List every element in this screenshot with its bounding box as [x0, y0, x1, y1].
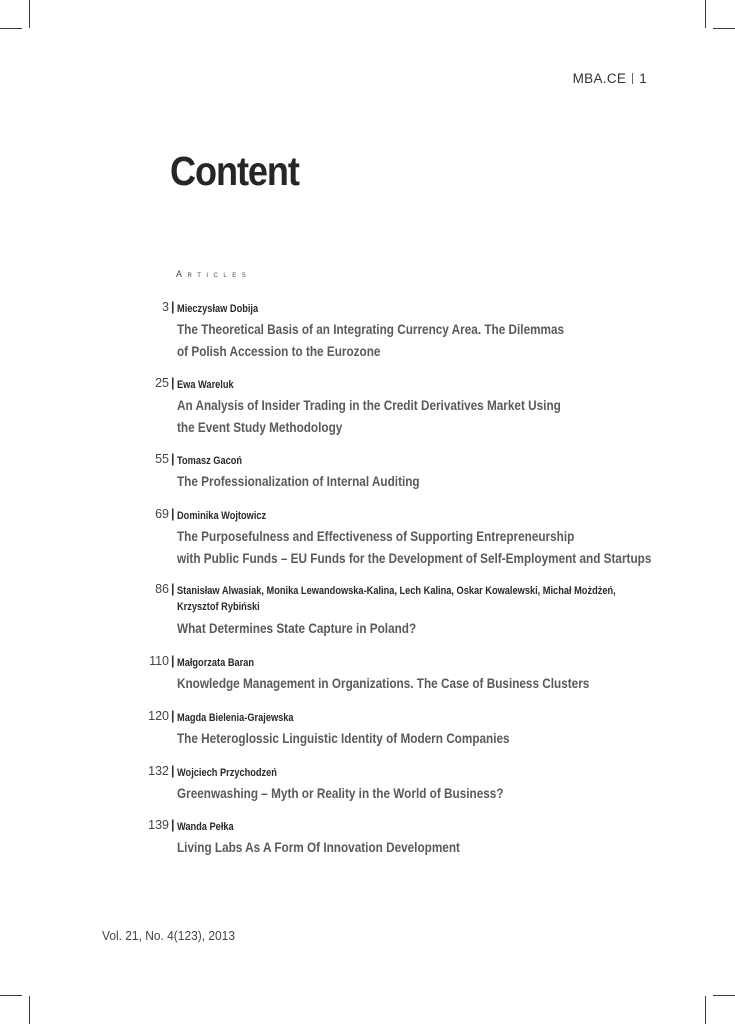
- toc-author: Małgorzata Baran: [177, 657, 255, 669]
- crop-mark: [29, 996, 30, 1024]
- toc-page-number: 55: [155, 452, 169, 466]
- toc-separator: |: [171, 452, 175, 466]
- toc-title: The Purposefulness and Effectiveness of Supporting Entrepreneurship: [177, 528, 575, 544]
- crop-mark: [0, 28, 22, 29]
- toc-page-number: 25: [155, 376, 169, 390]
- toc-page-number: 69: [155, 507, 169, 521]
- running-head: [573, 71, 647, 86]
- toc-separator: |: [171, 818, 175, 832]
- toc-author: Wanda Pełka: [177, 821, 234, 833]
- crop-mark: [29, 0, 30, 28]
- crop-mark: [705, 0, 706, 28]
- toc-page-number: 86: [155, 582, 169, 596]
- toc-separator: |: [171, 709, 175, 723]
- journal-name: MBA.CE: [572, 71, 627, 86]
- crop-mark: [713, 995, 735, 996]
- toc-title: The Heteroglossic Linguistic Identity of Modern Companies: [177, 730, 510, 746]
- toc-author: Wojciech Przychodzeń: [177, 767, 277, 779]
- toc-title: Greenwashing – Myth or Reality in the World of Business?: [177, 785, 504, 801]
- toc-title: Living Labs As A Form Of Innovation Development: [177, 839, 460, 855]
- toc-separator: |: [171, 654, 175, 668]
- section-label: Articles: [176, 269, 252, 279]
- toc-page-number: 3: [162, 300, 169, 314]
- toc-author: Ewa Wareluk: [177, 379, 234, 391]
- page-title: Content: [170, 148, 299, 194]
- toc-title: of Polish Accession to the Eurozone: [177, 343, 381, 359]
- toc-separator: |: [171, 376, 175, 390]
- toc-separator: |: [171, 764, 175, 778]
- toc-page-number: 132: [148, 764, 169, 778]
- toc-author: Mieczysław Dobija: [177, 303, 259, 315]
- toc-title: The Theoretical Basis of an Integrating Currency Area. The Dilemmas: [177, 321, 565, 337]
- crop-mark: [705, 996, 706, 1024]
- toc-author: Stanisław Alwasiak, Monika Lewandowska-Kalina, Lech Kalina, Oskar Kowalewski, Michał Możdżeń,: [177, 585, 616, 597]
- toc-author: Krzysztof Rybiński: [177, 601, 260, 613]
- page-number: 1: [639, 71, 647, 86]
- toc-page-number: 110: [149, 654, 169, 668]
- toc-author: Tomasz Gacoń: [177, 455, 243, 467]
- toc-title: The Professionalization of Internal Auditing: [177, 473, 420, 489]
- toc-title: An Analysis of Insider Trading in the Credit Derivatives Market Using: [177, 397, 561, 413]
- toc-page-number: 139: [148, 818, 169, 832]
- crop-mark: [713, 28, 735, 29]
- issue-footer: Vol. 21, No. 4(123), 2013: [102, 928, 235, 943]
- toc-title: with Public Funds – EU Funds for the Development of Self-Employment and Startups: [177, 550, 652, 566]
- toc-title: the Event Study Methodology: [177, 419, 343, 435]
- header-separator: [632, 73, 633, 84]
- toc-title: Knowledge Management in Organizations. The Case of Business Clusters: [177, 675, 590, 691]
- toc-separator: |: [171, 507, 175, 521]
- crop-mark: [0, 995, 22, 996]
- toc-title: What Determines State Capture in Poland?: [177, 620, 417, 636]
- toc-page-number: 120: [148, 709, 169, 723]
- toc-separator: |: [171, 582, 175, 596]
- toc-separator: |: [171, 300, 175, 314]
- toc-author: Magda Bielenia-Grajewska: [177, 712, 294, 724]
- toc-author: Dominika Wojtowicz: [177, 510, 267, 522]
